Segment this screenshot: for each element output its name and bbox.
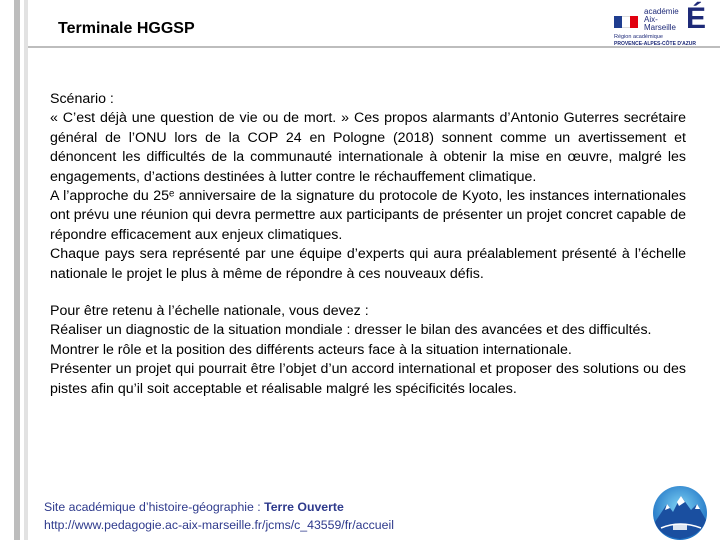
mountain-globe-icon — [651, 484, 709, 540]
slide-title: Terminale HGGSP — [58, 20, 195, 37]
scenario-heading: Scénario : — [50, 91, 114, 107]
academy-name: académie Aix-Marseille — [644, 7, 679, 32]
footer-site-line: Site académique d’histoire-géographie : Terre Ouverte — [44, 500, 344, 514]
tasks-heading: Pour être retenu à l’échelle nationale, vous devez : — [50, 303, 369, 320]
site-name[interactable]: Terre Ouverte — [264, 500, 344, 514]
scenario-paragraph: Chaque pays sera représenté par une équipe d’experts qui aura préalablement présenté à l’échelle nationale le projet le plus à même de répondre à ces nouveaux défis. — [50, 246, 686, 282]
french-flag-icon — [614, 16, 638, 28]
region-label: Région académique — [614, 34, 663, 40]
region-name: PROVENCE-ALPES-CÔTE D'AZUR — [614, 41, 697, 47]
footer-url[interactable]: http://www.pedagogie.ac-aix-marseille.fr/jcms/c_43559/fr/accueil — [44, 518, 394, 532]
left-decorative-bar — [14, 0, 20, 540]
slide-body — [50, 90, 686, 399]
academy-logo — [612, 4, 712, 50]
footer — [44, 498, 394, 534]
task-item: Réaliser un diagnostic de la situation mondiale : dresser le bilan des avancées et des difficultés. — [50, 322, 652, 339]
task-item: Montrer le rôle et la position des différents acteurs face à la situation internationale. — [50, 341, 572, 358]
left-decorative-bar-light — [24, 0, 28, 540]
task-item: Présenter un projet qui pourrait être l’objet d’un accord international et proposer des solutions ou des pistes afin qu’il soit acceptable et réalisable malgré les spécificités locales. — [50, 361, 686, 397]
academy-letter: É — [686, 2, 707, 35]
scenario-paragraph: « C’est déjà une question de vie ou de mort. » Ces propos alarmants d’Antonio Guterres secrétaire général de l’ONU lors de la COP 24 en Pologne (2018) sonnent comme un avertissement et dénoncent les difficultés de la communauté internationale à obtenir la mise en œuvre, malgré les engagements, d’actions destinées à lutter contre le réchauffement climatique. — [50, 110, 686, 185]
scenario-paragraph: A l’approche du 25ᵉ anniversaire de la signature du protocole de Kyoto, les instances internationales ont prévu une réunion qui devra permettre aux participants de présenter un projet concret capable de répondre efficacement aux enjeux climatiques. — [50, 188, 686, 243]
